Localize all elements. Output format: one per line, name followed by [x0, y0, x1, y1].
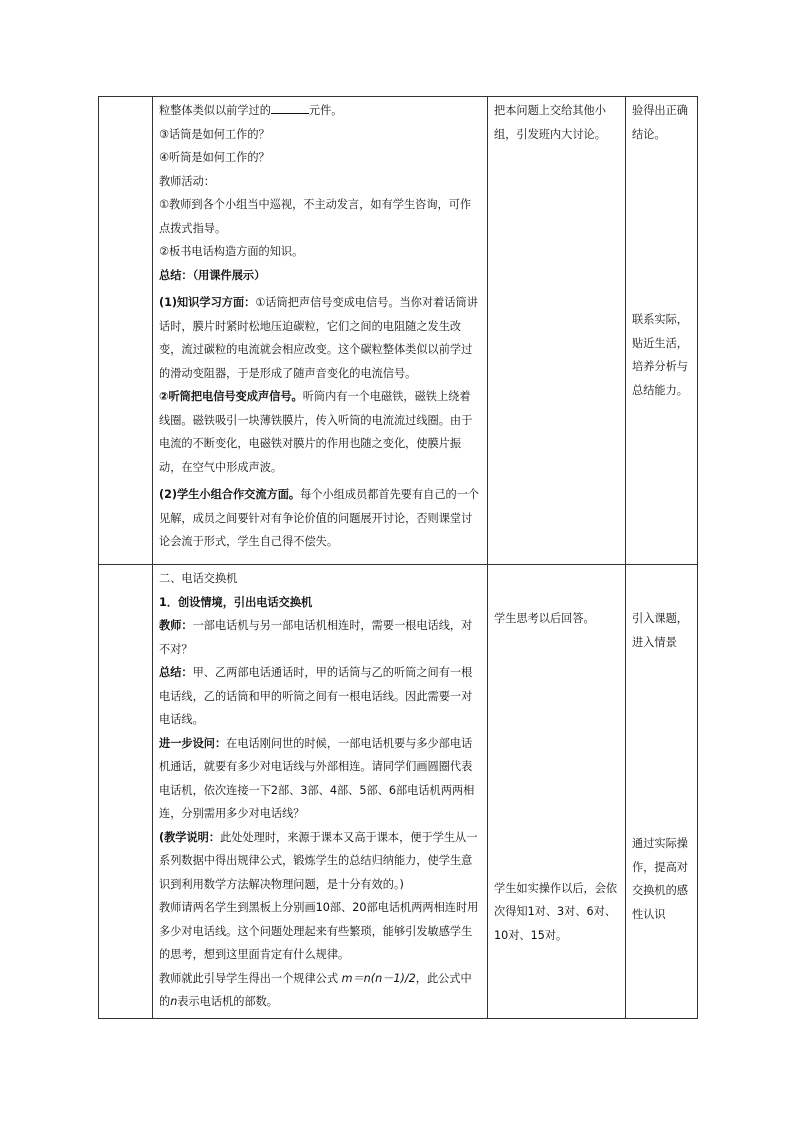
lesson-plan-table: [98, 96, 698, 1019]
board-activity: 教师请两名学生到黑板上分别画10部、20部电话机两两相连时用多少对电话线。这个问题处理起来有些繁琐，能够引发敏感学生的思考，想到这里面肯定有什么规律。: [159, 901, 479, 961]
row2-purpose-cell: [626, 565, 698, 1019]
further-question: 进一步设问：在电话刚问世的时候，一部电话机要与多少部电话机通话，就要有多少对电话线与外部相连。请同学们画圆圈代表电话机，依次连接一下2部、3部、4部、5部、6部电话机两两相连，分别需用多少对电话线？: [159, 736, 475, 820]
row2-main-cell: [153, 565, 488, 1019]
subsection-heading: 1．创设情境，引出电话交换机: [159, 595, 313, 609]
row1-purpose-cell: [626, 97, 698, 565]
row1-blank-cell: [99, 97, 153, 565]
section-heading: 二、电话交换机: [159, 572, 238, 585]
row2-blank-cell: [99, 565, 153, 1019]
teacher-activity-2: ②板书电话构造方面的知识。: [159, 245, 304, 258]
row2-student-cell: [488, 565, 626, 1019]
teaching-note: (教学说明：此处处理时，来源于课本又高于课本，便于学生从一系列数据中得出规律公式，锻炼学生的总结归纳能力，使学生意识到利用数学方法解决物理问题，是十分有效的。): [159, 830, 478, 891]
row1-line-component: 粒整体类似以前学过的 元件。: [159, 104, 343, 117]
row1-student-cell: [488, 97, 626, 565]
formula: m＝n(n－1)/2: [341, 971, 416, 985]
row2-student-1: 学生思考以后回答。: [494, 612, 595, 625]
table-row-1: [99, 97, 698, 565]
row2-student-2: 学生如实操作以后，会依次得知1对、3对、6对、10对、15对。: [494, 881, 618, 942]
row1-student-text: 把本问题上交给其他小组，引发班内大讨论。: [494, 104, 606, 141]
question-3: ③话筒是如何工作的？: [159, 127, 270, 141]
teacher-question: 教师：一部电话机与另一部电话机相连时，需要一根电话线，对不对？: [159, 619, 473, 656]
question-4: ④听筒是如何工作的？: [159, 151, 270, 164]
summary-paragraph: 总结：甲、乙两部电话通话时，甲的话筒与乙的听筒之间有一根电话线，乙的话筒和甲的听筒之间有一根电话线。因此需要一对电话线。: [159, 666, 473, 726]
group-paragraph: (2)学生小组合作交流方面。每个小组成员都首先要有自己的一个见解，成员之间要针对有争论价值的问题展开讨论，否则课堂讨论会流于形式，学生自己得不偿失。: [159, 488, 480, 548]
formula-paragraph: 教师就此引导学生得出一个规律公式 m＝n(n－1)/2，此公式中的n表示电话机的部数。: [159, 971, 472, 1008]
row2-purpose-2: 通过实际操作，提高对交换机的感性认识: [632, 837, 688, 921]
table-row-2: [99, 565, 698, 1019]
row1-purpose-1: 验得出正确结论。: [632, 104, 688, 141]
row1-main-cell: [153, 97, 488, 565]
teacher-activity-heading: 教师活动：: [159, 174, 215, 188]
row2-purpose-1: 引入课题，进入情景: [632, 612, 688, 649]
summary-heading: 总结：（用课件展示）: [159, 268, 266, 282]
fill-blank: [271, 103, 309, 114]
row1-purpose-2: 联系实际，贴近生活，培养分析与总结能力。: [632, 313, 688, 397]
teacher-activity-1: ①教师到各个小组当中巡视，不主动发言，如有学生咨询，可作点拨式指导。: [159, 198, 472, 235]
knowledge-paragraph-1: (1)知识学习方面：①话筒把声信号变成电信号。当你对着话筒讲话时，膜片时紧时松地压迫碳粒，它们之间的电阻随之发生改变，流过碳粒的电流就会相应改变。这个碳粒整体类似以前学过的滑动变阻器，于是形成了随声音变化的电流信号。: [159, 296, 478, 380]
knowledge-paragraph-2: ②听筒把电信号变成声信号。听筒内有一个电磁铁，磁铁上绕着线圈。磁铁吸引一块薄铁膜片，传入听筒的电流流过线圈。由于电流的不断变化，电磁铁对膜片的作用也随之变化，使膜片振动，在空气中形成声波。: [159, 390, 473, 474]
